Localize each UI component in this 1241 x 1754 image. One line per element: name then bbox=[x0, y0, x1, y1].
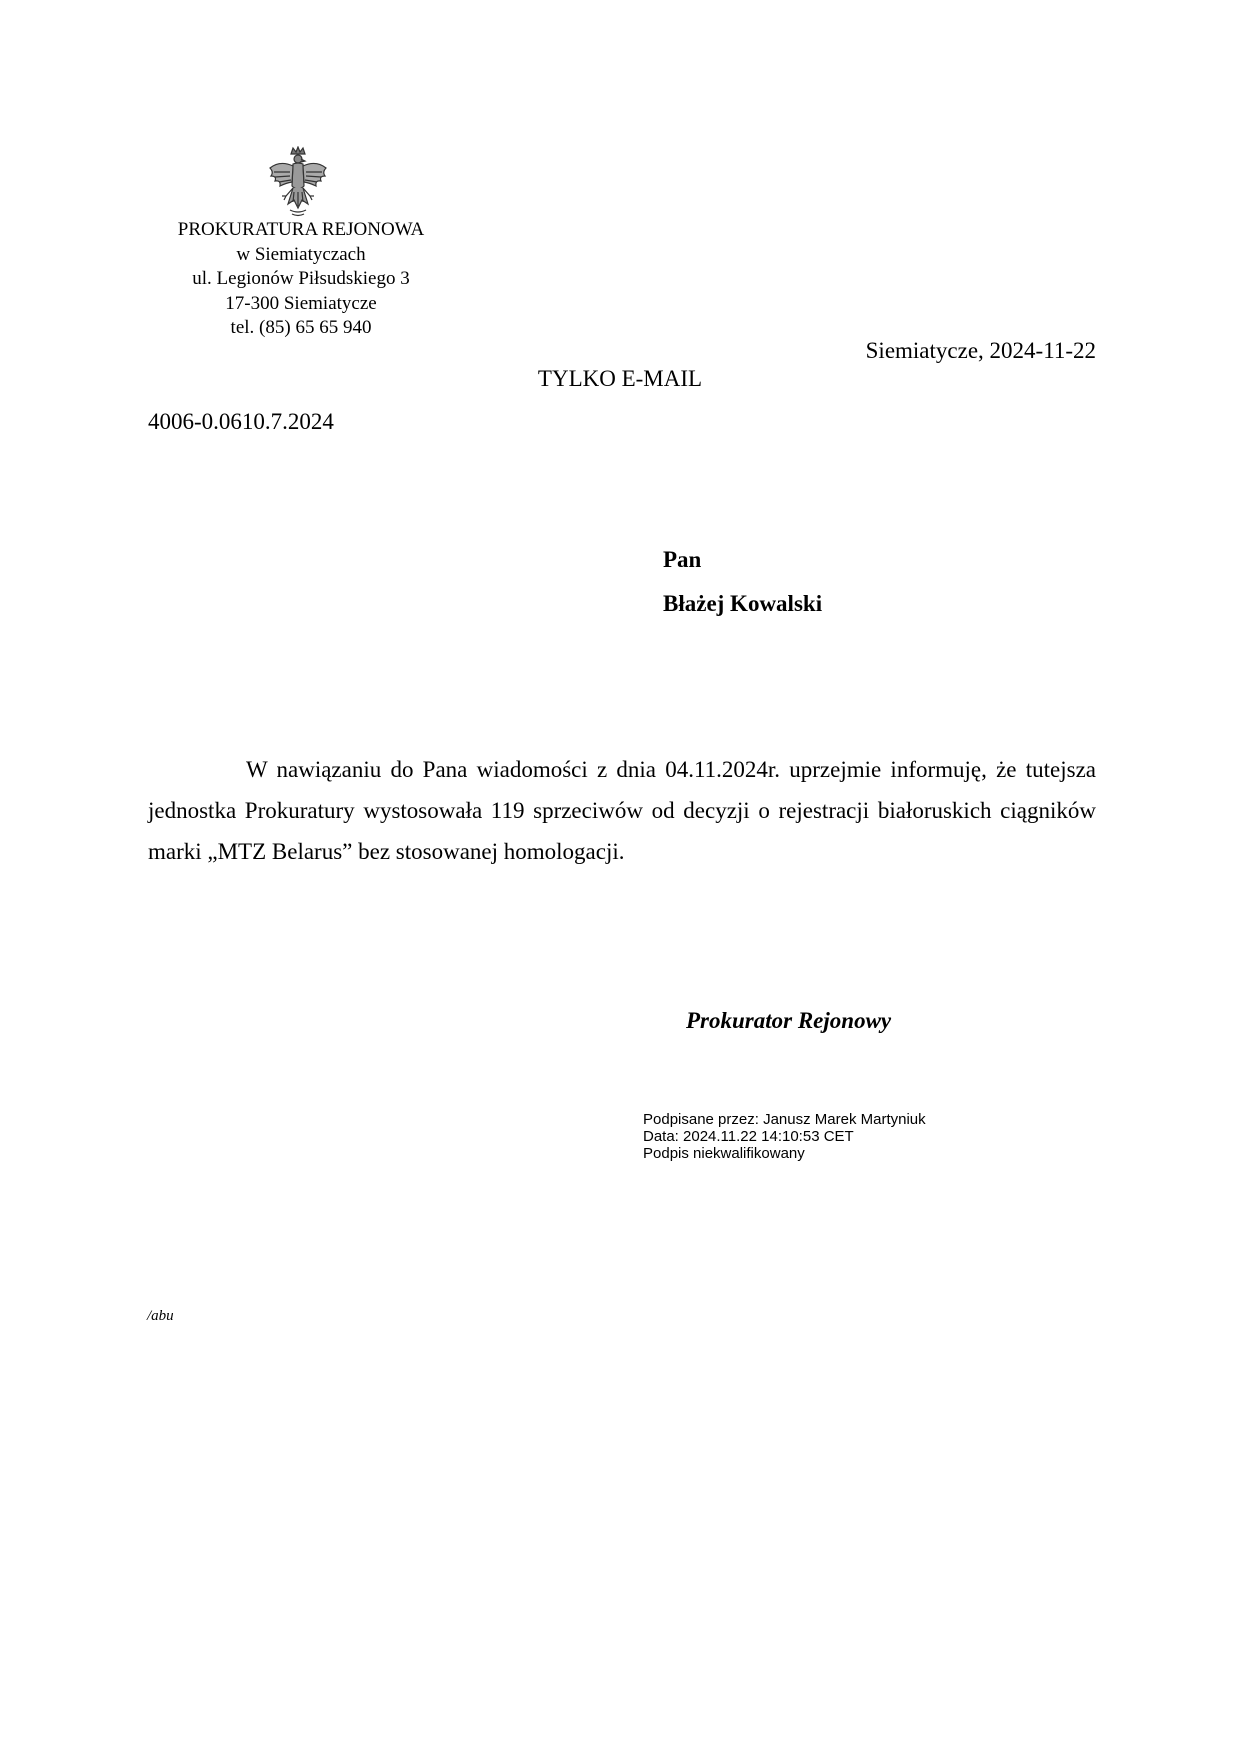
addressee-salutation: Pan bbox=[663, 547, 702, 572]
addressee-name: Błażej Kowalski bbox=[663, 591, 823, 616]
polish-eagle-emblem-icon bbox=[266, 146, 330, 218]
signature-date: Data: 2024.11.22 14:10:53 CET bbox=[643, 1128, 854, 1145]
signed-by: Podpisane przez: Janusz Marek Martyniuk bbox=[643, 1111, 926, 1128]
body-paragraph bbox=[148, 749, 1096, 872]
signature-title: Prokurator Rejonowy bbox=[686, 1008, 892, 1033]
letter-body bbox=[148, 749, 1096, 872]
signature-type: Podpis niekwalifikowany bbox=[643, 1145, 805, 1162]
institution-street: ul. Legionów Piłsudskiego 3 bbox=[192, 268, 410, 289]
place-date: Siemiatycze, 2024-11-22 bbox=[865, 338, 1096, 363]
institution-location: w Siemiatyczach bbox=[236, 243, 366, 265]
electronic-signature bbox=[643, 1111, 926, 1162]
body-paragraph-text: W nawiązaniu do Pana wiadomości z dnia 04.11.2024r. uprzejmie informuję, że tutejsza jednostka Prokuratury wystosowała 119 sprzeciwów od decyzji o rejestracji białoruskich ciągników marki „MTZ Belarus” bez stosowanej homologacji. bbox=[148, 757, 1096, 864]
institution-postal: 17-300 Siemiatycze bbox=[225, 292, 377, 314]
addressee bbox=[663, 538, 822, 626]
delivery-method: TYLKO E-MAIL bbox=[537, 366, 703, 391]
institution-phone: tel. (85) 65 65 940 bbox=[230, 317, 372, 338]
institution-name: PROKURATURA REJONOWA bbox=[177, 219, 425, 240]
author-initials: /abu bbox=[147, 1308, 174, 1324]
institution-header bbox=[140, 218, 462, 341]
case-number: 4006-0.0610.7.2024 bbox=[148, 409, 334, 434]
